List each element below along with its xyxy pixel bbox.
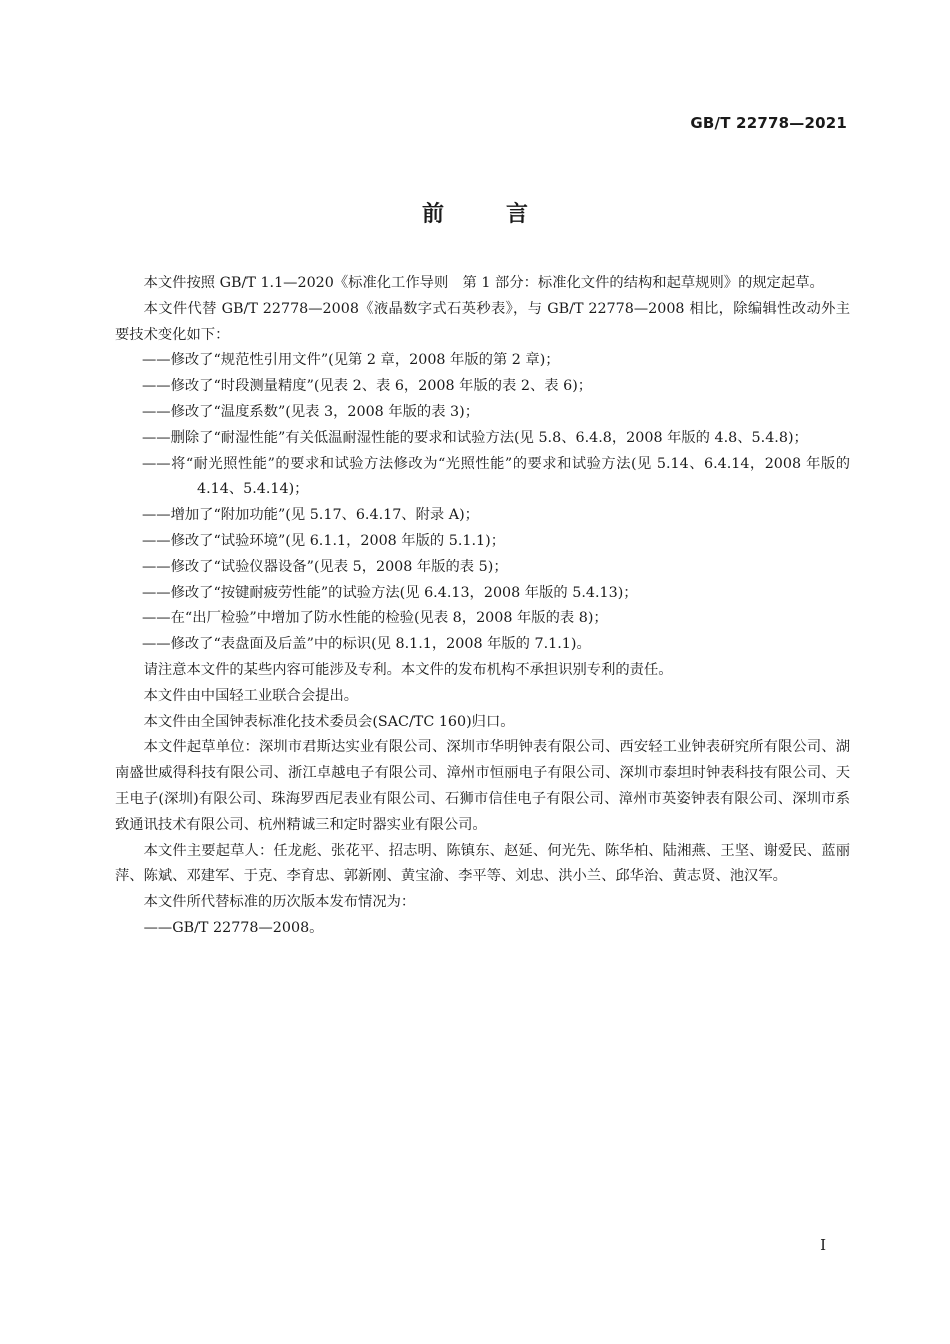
paragraph-drafting-units: 本文件起草单位：深圳市君斯达实业有限公司、深圳市华明钟表有限公司、西安轻工业钟表研究所有限公司、湖南盛世威得科技有限公司、浙江卓越电子有限公司、漳州市恒丽电子有限公司、深圳市泰坦时钟表科技有限公司、天王电子(深圳)有限公司、珠海罗西尼表业有限公司、石狮市信佳电子有限公司、漳州市英姿钟表有限公司、深圳市系致通讯技术有限公司、杭州精诚三和定时器实业有限公司。 bbox=[115, 739, 850, 833]
title-char-2: 言 bbox=[506, 202, 529, 227]
paragraph-drafting-rules: 本文件按照 GB/T 1.1—2020《标准化工作导则 第 1 部分：标准化文件的结构和起草规则》的规定起草。 bbox=[143, 275, 824, 291]
page-number: I bbox=[820, 1236, 826, 1254]
paragraph-edition-history: 本文件所代替标准的历次版本发布情况为： bbox=[143, 894, 416, 911]
paragraph-committee: 本文件由全国钟表标准化技术委员会(SAC/TC 160)归口。 bbox=[143, 713, 515, 730]
document-code: GB/T 22778—2021 bbox=[690, 114, 847, 132]
list-item: ——增加了“附加功能”(见 5.17、6.4.17、附录 A)； bbox=[142, 507, 479, 524]
paragraph-replacement: 本文件代替 GB/T 22778—2008《液晶数字式石英秒表》，与 GB/T 22778—2008 相比，除编辑性改动外主要技术变化如下： bbox=[115, 300, 850, 343]
list-item: ——删除了“耐湿性能”有关低温耐湿性能的要求和试验方法(见 5.8、6.4.8，2008 年版的 4.8、5.4.8)； bbox=[142, 429, 808, 446]
paragraph-drafters: 本文件主要起草人：任龙彪、张花平、招志明、陈镇东、赵延、何光先、陈华柏、陆湘燕、王坚、谢爱民、蓝丽萍、陈斌、邓建军、于克、李育忠、郭新刚、黄宝渝、李平等、刘忠、洪小兰、邱华治、黄志贤、池汉军。 bbox=[115, 842, 850, 885]
list-item: ——在“出厂检验”中增加了防水性能的检验(见表 8，2008 年版的表 8)； bbox=[142, 610, 608, 627]
list-item: ——修改了“按键耐疲劳性能”的试验方法(见 6.4.13，2008 年版的 5.4.13)； bbox=[142, 584, 638, 601]
list-item: ——修改了“温度系数”(见表 3，2008 年版的表 3)； bbox=[142, 403, 480, 420]
paragraph-proposer: 本文件由中国轻工业联合会提出。 bbox=[143, 687, 359, 704]
list-item: ——修改了“规范性引用文件”(见第 2 章，2008 年版的第 2 章)； bbox=[142, 352, 560, 369]
list-item: ——修改了“试验环境”(见 6.1.1，2008 年版的 5.1.1)； bbox=[142, 532, 505, 549]
list-item: ——修改了“时段测量精度”(见表 2、表 6，2008 年版的表 2、表 6)； bbox=[142, 378, 593, 395]
page-title bbox=[0, 197, 950, 228]
previous-edition-item: ——GB/T 22778—2008。 bbox=[143, 919, 324, 936]
list-item: ——修改了“试验仪器设备”(见表 5，2008 年版的表 5)； bbox=[142, 558, 508, 575]
title-char-1: 前 bbox=[421, 202, 444, 227]
list-item: ——将“耐光照性能”的要求和试验方法修改为“光照性能”的要求和试验方法(见 5.14、6.4.14，2008 年版的 4.14、5.4.14)； bbox=[142, 455, 850, 498]
paragraph-patent-notice: 请注意本文件的某些内容可能涉及专利。本文件的发布机构不承担识别专利的责任。 bbox=[143, 661, 673, 678]
foreword-body bbox=[115, 271, 850, 942]
change-list bbox=[115, 348, 850, 658]
list-item: ——修改了“表盘面及后盖”中的标识(见 8.1.1，2008 年版的 7.1.1)。 bbox=[142, 636, 591, 653]
